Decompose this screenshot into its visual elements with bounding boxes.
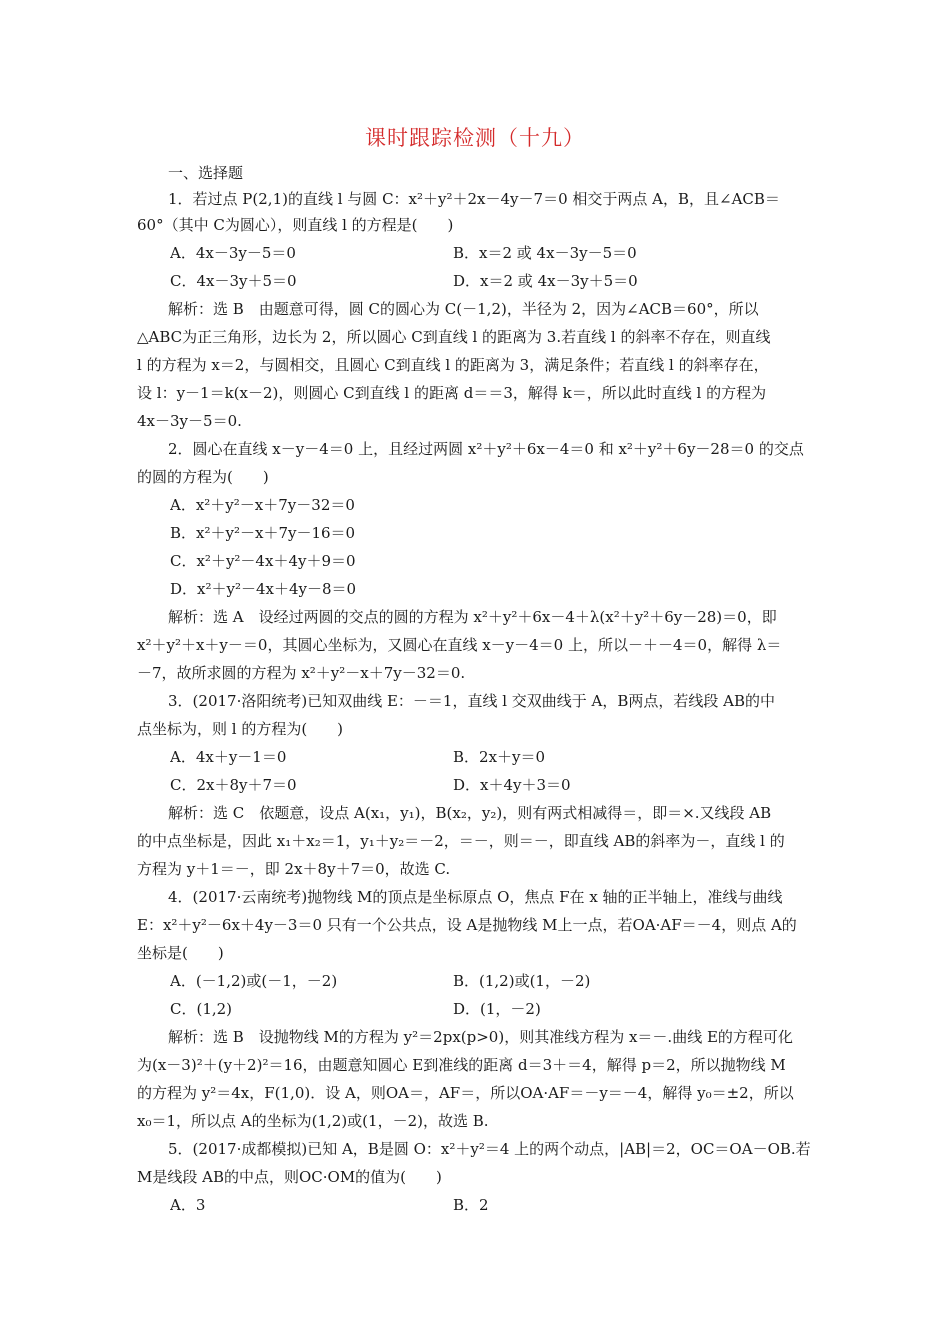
question-4-solution-cont: x₀＝1，所以点 A的坐标为(1,2)或(1，－2)，故选 B.	[137, 1112, 489, 1130]
question-4-option-a: A．(－1,2)或(－1，－2)	[170, 972, 338, 990]
section-heading: 一、选择题	[168, 164, 244, 182]
question-2-option-c: C．x²＋y²－4x＋4y＋9＝0	[170, 552, 356, 570]
question-1-option-c: C．4x－3y＋5＝0	[170, 272, 297, 290]
question-1-option-a: A．4x－3y－5＝0	[170, 244, 296, 262]
question-5-stem-cont: M是线段 AB的中点，则OC·OM的值为( )	[137, 1168, 442, 1186]
question-2-option-a: A．x²＋y²－x＋7y－32＝0	[170, 496, 355, 514]
question-3-option-c: C．2x＋8y＋7＝0	[170, 776, 297, 794]
question-4-solution-cont: 的方程为 y²＝4x，F(1,0)．设 A，则OA＝，AF＝，所以OA·AF＝－y＝－4，解得 y₀＝±2，所以	[137, 1084, 794, 1102]
question-2-solution-cont: x²＋y²＋x＋y－＝0，其圆心坐标为，又圆心在直线 x－y－4＝0 上，所以－＋－4＝0，解得 λ＝	[137, 636, 782, 654]
question-1-solution-cont: 设 l：y－1＝k(x－2)，则圆心 C到直线 l 的距离 d＝＝3，解得 k＝，所以此时直线 l 的方程为	[137, 384, 767, 402]
question-5-stem: 5．(2017·成都模拟)已知 A，B是圆 O：x²＋y²＝4 上的两个动点，|AB|＝2，OC＝OA－OB.若	[168, 1140, 811, 1158]
question-4-solution-cont: 为(x－3)²＋(y＋2)²＝16，由题意知圆心 E到准线的距离 d＝3＋＝4，解得 p＝2，所以抛物线 M	[137, 1056, 786, 1074]
question-4-stem: 4．(2017·云南统考)抛物线 M的顶点是坐标原点 O，焦点 F在 x 轴的正半轴上，准线与曲线	[168, 888, 783, 906]
question-2-stem-cont: 的圆的方程为( )	[137, 468, 269, 486]
question-5-option-b: B．2	[453, 1196, 489, 1214]
question-3-stem: 3．(2017·洛阳统考)已知双曲线 E：－＝1，直线 l 交双曲线于 A，B两点，若线段 AB的中	[168, 692, 776, 710]
question-4-stem-cont: E：x²＋y²－6x＋4y－3＝0 只有一个公共点，设 A是抛物线 M上一点，若OA·AF＝－4，则点 A的	[137, 916, 797, 934]
question-1-option-b: B．x＝2 或 4x－3y－5＝0	[453, 244, 637, 262]
question-3-option-b: B．2x＋y＝0	[453, 748, 546, 766]
question-2-solution-cont: －7，故所求圆的方程为 x²＋y²－x＋7y－32＝0.	[137, 664, 466, 682]
question-3-stem-cont: 点坐标为，则 l 的方程为( )	[137, 720, 344, 738]
question-2-stem: 2．圆心在直线 x－y－4＝0 上，且经过两圆 x²＋y²＋6x－4＝0 和 x²＋y²＋6y－28＝0 的交点	[168, 440, 804, 458]
question-3-option-a: A．4x＋y－1＝0	[170, 748, 287, 766]
question-1-stem: 1．若过点 P(2,1)的直线 l 与圆 C：x²＋y²＋2x－4y－7＝0 相交于两点 A，B，且∠ACB＝	[168, 190, 780, 208]
question-1-solution-cont: l 的方程为 x＝2，与圆相交，且圆心 C到直线 l 的距离为 3，满足条件；若直线 l 的斜率存在，	[137, 356, 769, 374]
question-1-solution: 解析：选 B 由题意可得，圆 C的圆心为 C(－1,2)，半径为 2，因为∠ACB＝60°，所以	[168, 300, 759, 318]
question-3-option-d: D．x＋4y＋3＝0	[453, 776, 571, 794]
question-3-solution-cont: 的中点坐标是，因此 x₁＋x₂＝1，y₁＋y₂＝－2，＝－，则＝－，即直线 AB的斜率为－，直线 l 的	[137, 832, 785, 850]
question-4-solution: 解析：选 B 设抛物线 M的方程为 y²＝2px(p>0)，则其准线方程为 x＝－.曲线 E的方程可化	[168, 1028, 793, 1046]
question-1-option-d: D．x＝2 或 4x－3y＋5＝0	[453, 272, 638, 290]
question-4-stem-cont: 坐标是( )	[137, 944, 224, 962]
question-3-solution: 解析：选 C 依题意，设点 A(x₁，y₁)，B(x₂，y₂)，则有两式相减得＝，即＝×.又线段 AB	[168, 804, 772, 822]
page-title: 课时跟踪检测（十九）	[365, 126, 585, 150]
question-1-solution-cont: 4x－3y－5＝0.	[137, 412, 242, 430]
question-3-solution-cont: 方程为 y＋1＝－，即 2x＋8y＋7＝0，故选 C.	[137, 860, 451, 878]
question-1-solution-cont: △ABC为正三角形，边长为 2，所以圆心 C到直线 l 的距离为 3.若直线 l 的斜率不存在，则直线	[137, 328, 771, 346]
question-4-option-d: D．(1，－2)	[453, 1000, 541, 1018]
question-2-solution: 解析：选 A 设经过两圆的交点的圆的方程为 x²＋y²＋6x－4＋λ(x²＋y²＋6y－28)＝0，即	[168, 608, 777, 626]
question-4-option-b: B．(1,2)或(1，－2)	[453, 972, 591, 990]
question-2-option-b: B．x²＋y²－x＋7y－16＝0	[170, 524, 356, 542]
question-1-stem-cont: 60°（其中 C为圆心），则直线 l 的方程是( )	[137, 216, 454, 234]
question-4-option-c: C．(1,2)	[170, 1000, 233, 1018]
question-5-option-a: A．3	[170, 1196, 206, 1214]
question-2-option-d: D．x²＋y²－4x＋4y－8＝0	[170, 580, 357, 598]
